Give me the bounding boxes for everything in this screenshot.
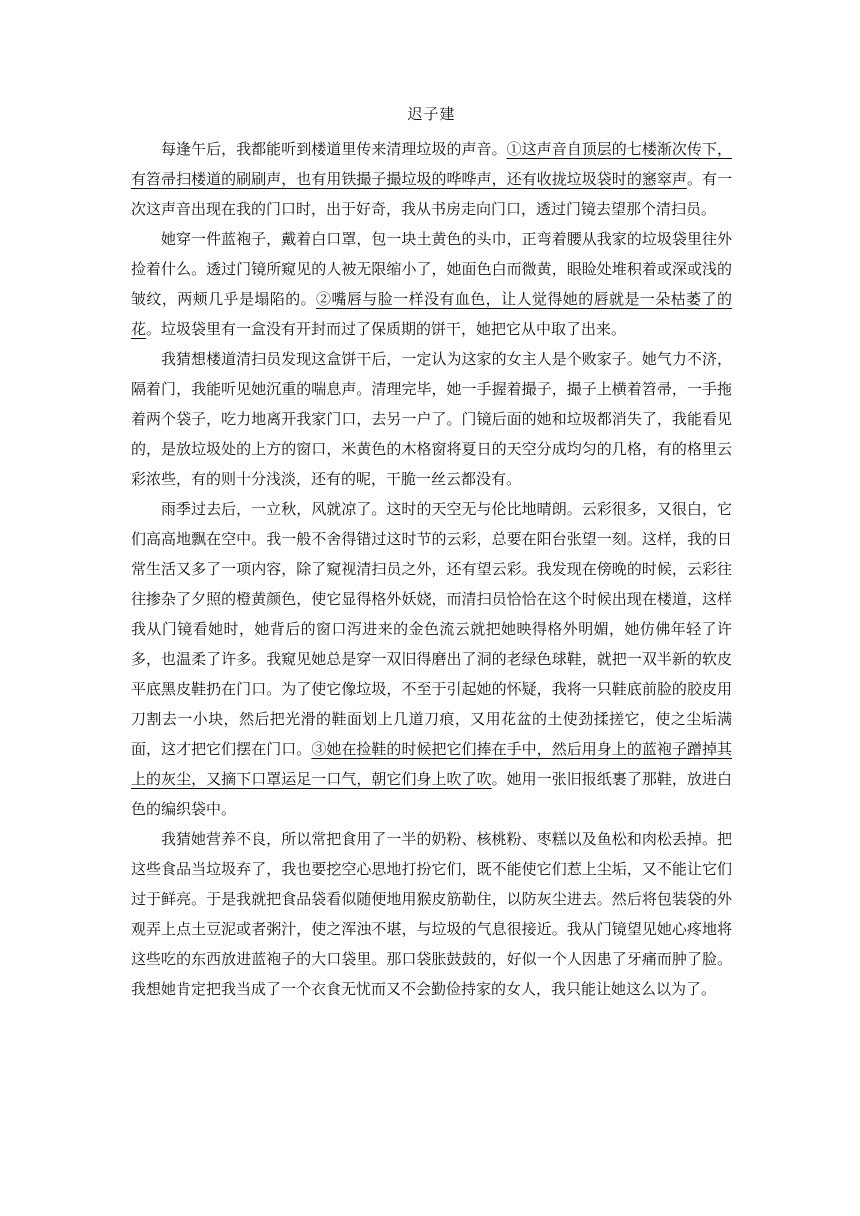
- paragraph-text: 我猜她营养不良，所以常把食用了一半的奶粉、核桃粉、枣糕以及鱼松和肉松丢掉。把这些食品当垃圾弃了，我也要挖空心思地打扮它们，既不能使它们惹上尘垢，又不能让它们过于鲜亮。于是我就把食品袋看似随便地用猴皮筋勒住，以防灰尘进去。然后将包装袋的外观弄上点土豆泥或者粥汁，使之浑浊不堪，与垃圾的气息很接近。我从门镜望见她心疼地将这些吃的东西放进蓝袍子的大口袋里。那口袋胀鼓鼓的，好似一个人因患了牙痛而肿了脸。我想她肯定把我当成了一个衣食无忧而又不会勤俭持家的女人，我只能让她这么以为了。: [131, 830, 732, 998]
- document-title: 迟子建: [407, 105, 456, 123]
- underlined-sentence-2: ②嘴唇与脸一样没有血色，让人觉得她的唇就是一朵枯萎了的花: [131, 290, 732, 338]
- paragraph-2: [131, 224, 732, 344]
- paragraph-text: 我猜想楼道清扫员发现这盒饼干后，一定认为这家的女主人是个败家子。她气力不济，隔着门，我能听见她沉重的喘息声。清理完毕，她一手握着撮子，撮子上横着笤帚，一手拖着两个袋子，吃力地离开我家门口，去另一户了。门镜后面的她和垃圾都消失了，我能看见的，是放垃圾处的上方的窗口，米黄色的木格窗将夏日的天空分成均匀的几格，有的格里云彩浓些，有的则十分浅淡，还有的呢，干脆一丝云都没有。: [131, 350, 732, 488]
- paragraph-text: 。她用一张旧报纸裹了那鞋，放进白色的编织袋中。: [131, 770, 732, 818]
- paragraph-1: [131, 134, 732, 224]
- underlined-sentence-1: ①这声音自顶层的七楼渐次传下，有笤帚扫楼道的刷刷声，也有用铁撮子撮垃圾的哗哗声，还有收拢垃圾袋时的窸窣声: [131, 140, 732, 188]
- paragraph-5: [131, 824, 732, 1004]
- paragraph-text: 雨季过去后，一立秋，风就凉了。这时的天空无与伦比地晴朗。云彩很多，又很白，它们高高地飘在空中。我一般不舍得错过这时节的云彩，总要在阳台张望一刻。这样，我的日常生活又多了一项内容，除了窥视清扫员之外，还有望云彩。我发现在傍晚的时候，云彩往往掺杂了夕照的橙黄颜色，使它显得格外妖娆，而清扫员恰恰在这个时候出现在楼道，这样我从门镜看她时，她背后的窗口泻进来的金色流云就把她映得格外明媚，她仿佛年轻了许多，也温柔了许多。我窥见她总是穿一双旧得磨出了洞的老绿色球鞋，就把一双半新的软皮平底黑皮鞋扔在门口。为了使它像垃圾，不至于引起她的怀疑，我将一只鞋底前脸的胶皮用刀割去一小块，然后把光滑的鞋面划上几道刀痕，又用花盆的土使劲揉搓它，使之尘垢满面，这才把它们摆在门口。: [131, 500, 732, 758]
- paragraph-3: [131, 344, 732, 494]
- paragraph-text: 她穿一件蓝袍子，戴着白口罩，包一块土黄色的头巾，正弯着腰从我家的垃圾袋里往外捡着什么。透过门镜所窥见的人被无限缩小了，她面色白而微黄，眼睑处堆积着或深或浅的皱纹，两颊几乎是塌陷的。: [131, 230, 732, 308]
- underlined-sentence-3: ③她在捡鞋的时候把它们捧在手中，然后用身上的蓝袍子蹭掉其上的灰尘，又摘下口罩运足一口气，朝它们身上吹了吹: [131, 740, 732, 788]
- paragraph-text: 。有一次这声音出现在我的门口时，出于好奇，我从书房走向门口，透过门镜去望那个清扫员。: [131, 170, 732, 218]
- paragraph-text: 每逢午后，我都能听到楼道里传来清理垃圾的声音。: [161, 140, 507, 158]
- paragraph-text: 。垃圾袋里有一盒没有开封而过了保质期的饼干，她把它从中取了出来。: [146, 320, 627, 338]
- paragraph-4: [131, 494, 732, 824]
- document-page: [131, 104, 732, 1004]
